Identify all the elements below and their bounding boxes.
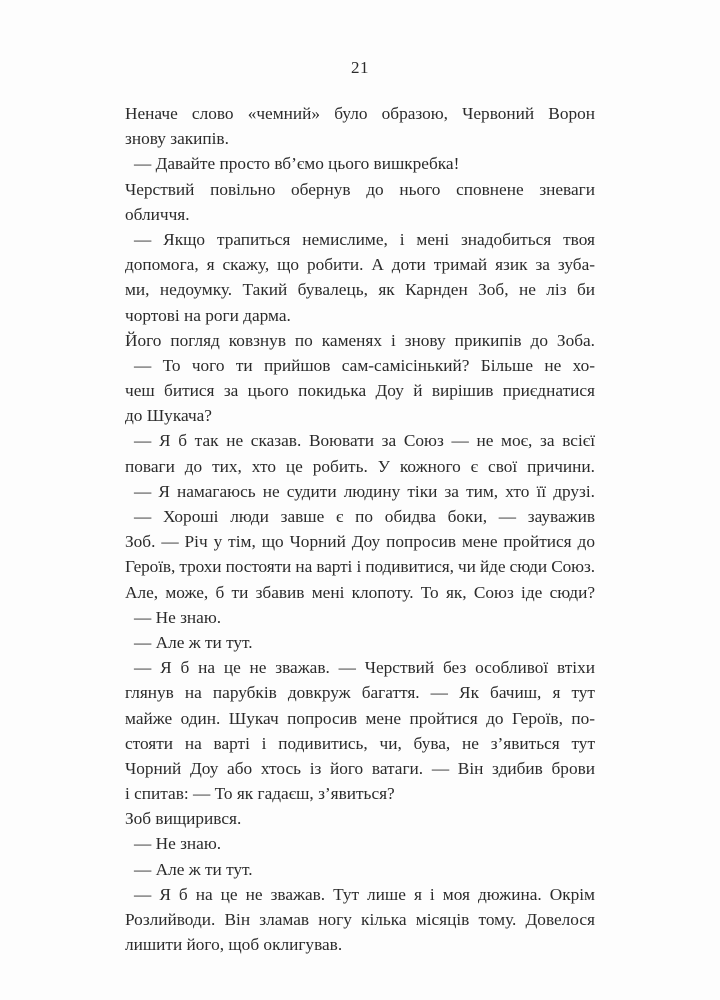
text-line: майже один. Шукач попросив мене пройтися до Героїв, по- bbox=[125, 708, 595, 728]
text-line: Черствий повільно обернув до нього сповнене зневаги bbox=[125, 179, 595, 199]
text-line: — Але ж ти тут. bbox=[134, 632, 253, 652]
text-line: Неначе слово «чемний» було образою, Червоний Ворон bbox=[125, 104, 595, 123]
text-line: Зоб вищирився. bbox=[125, 809, 242, 829]
text-line: поваги до тих, хто це робить. У кожного є свої причини. bbox=[125, 456, 595, 476]
text-line: — Я б на це не зважав. — Черствий без особливої втіхи bbox=[134, 658, 595, 678]
text-line: — То чого ти прийшов сам-самісінький? Більше не хо- bbox=[134, 355, 595, 375]
text-line: Зоб. — Річ у тім, що Чорний Доу попросив мене пройтися до bbox=[125, 532, 595, 552]
text-line: — Якщо трапиться немислиме, і мені знадобиться твоя bbox=[134, 229, 595, 249]
text-line: ми, недоумку. Такий бувалець, як Карнден Зоб, не ліз би bbox=[125, 280, 595, 300]
text-line: стояти на варті і подивитись, чи, бува, не з’явиться тут bbox=[125, 733, 595, 753]
text-line: — Але ж ти тут. bbox=[134, 859, 253, 879]
text-line: — Хороші люди завше є по обидва боки, — зауважив bbox=[134, 507, 595, 526]
text-line: чортові на роги дарма. bbox=[125, 305, 291, 325]
text-line: — Не знаю. bbox=[134, 834, 222, 854]
body-text bbox=[125, 101, 595, 957]
text-line: Героїв, трохи постояти на варті і подивитися, чи йде сюди Союз. bbox=[125, 557, 595, 577]
text-line: — Я б так не сказав. Воювати за Союз — не моє, за всієї bbox=[134, 431, 595, 451]
text-line: лишити його, щоб оклигував. bbox=[125, 935, 343, 955]
text-line: до Шукача? bbox=[125, 406, 212, 426]
page-number: 21 bbox=[351, 58, 369, 77]
text-line: знову закипів. bbox=[125, 129, 229, 149]
text-line: Розлийводи. Він зламав ногу кілька місяців тому. Довелося bbox=[125, 910, 595, 929]
text-line: — Я намагаюсь не судити людину тіки за тим, хто її друзі. bbox=[134, 481, 595, 501]
text-line: допомога, я скажу, що робити. А доти тримай язик за зуба- bbox=[125, 255, 595, 275]
text-line: Його погляд ковзнув по каменях і знову прикипів до Зоба. bbox=[125, 330, 595, 350]
text-line: — Не знаю. bbox=[134, 607, 222, 627]
text-line: глянув на парубків довкруж багаття. — Як бачиш, я тут bbox=[125, 683, 595, 703]
text-line: і спитав: — То як гадаєш, з’явиться? bbox=[125, 784, 395, 804]
text-line: — Давайте просто вб’ємо цього вишкребка! bbox=[134, 154, 460, 174]
text-line: Але, може, б ти збавив мені клопоту. То як, Союз іде сюди? bbox=[125, 582, 595, 602]
text-line: Чорний Доу або хтось із його ватаги. — Він здибив брови bbox=[125, 758, 595, 778]
text-line: — Я б на це не зважав. Тут лише я і моя дюжина. Окрім bbox=[134, 884, 595, 904]
text-line: обличчя. bbox=[125, 204, 190, 224]
text-line: чеш битися за цього покидька Доу й вирішив приєднатися bbox=[125, 381, 595, 401]
